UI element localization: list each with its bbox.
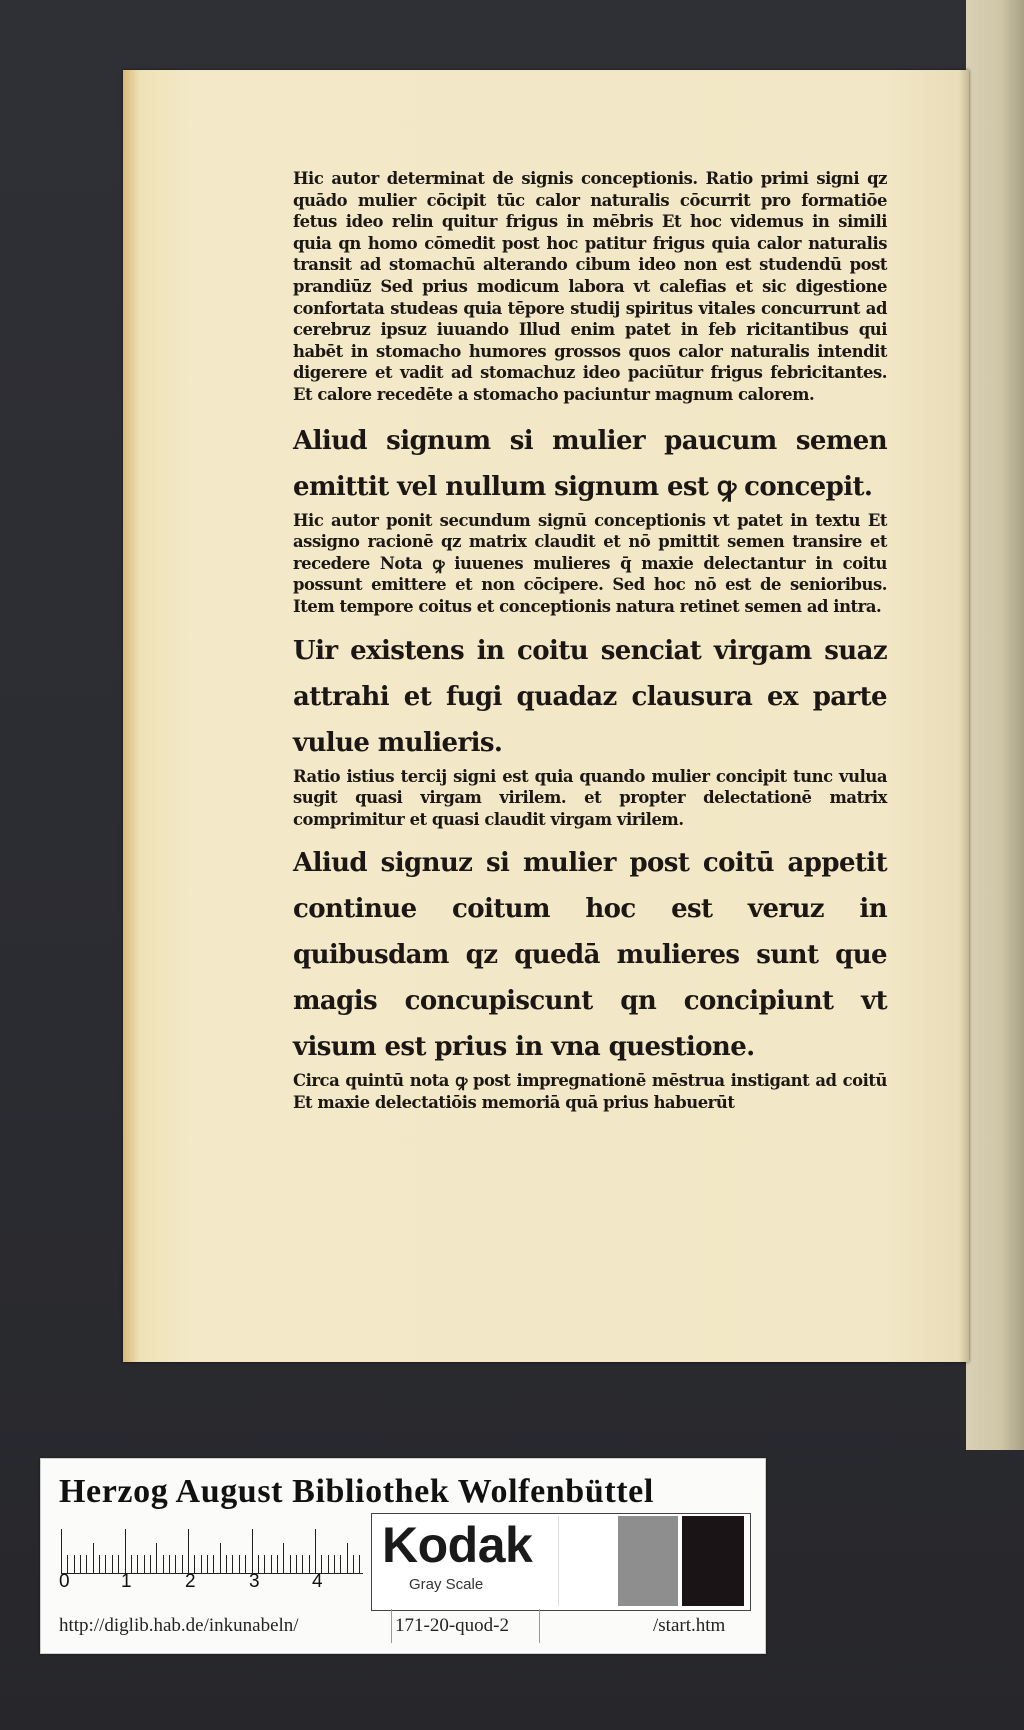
main-text-passage: Aliud signum si mulier paucum semen emittit vel nullum signum est ꝙ concepit. <box>293 425 887 502</box>
facing-page-edge <box>966 0 1024 1450</box>
ruler-label: 3 <box>249 1571 260 1592</box>
url-suffix: /start.htm <box>653 1615 726 1636</box>
mid-gray-patch <box>618 1516 678 1606</box>
ruler-tick <box>220 1543 221 1573</box>
url-separator <box>391 1609 392 1643</box>
commentary-paragraph: Ratio istius tercij signi est quia quando mulier concipit tunc vulua sugit quasi virgam virilem. et propter delectationē matrix comprimitur et quasi claudit virgam virilem. <box>293 766 887 829</box>
ruler-label: 2 <box>185 1571 196 1592</box>
ruler-label: 0 <box>59 1571 70 1592</box>
commentary-paragraph: Hic autor determinat de signis conceptionis. Ratio primi signi qz quādo mulier cōcipit tūc calor naturalis cōcurrit pro formatiōe fetus ideo relin quitur frigus in mēbris Et hoc videmus in simili quia qn homo cōmedit post hoc patitur frigus quia calor naturalis transit ad stomachū alterando cibum ideo non est studendū post prandiūz Sed prius modicum labora vt calefias et sic digestione confortata studeas quia tēpore studij spiritus vitales concurrunt ad cerebruz ipsuz iuuando Illud enim patet in feb ricitantibus qui habēt in stomacho humores grossos quos calor naturalis intendit digerere et vadit ad stomachuz ideo paciūtur frigus febricitantes. Et calore recedēte a stomacho paciuntur magnum calorem. <box>293 169 887 404</box>
ruler-tick <box>283 1543 284 1573</box>
ruler-tick <box>347 1543 348 1573</box>
ruler-tick <box>61 1529 62 1573</box>
gray-scale-label: Gray Scale <box>409 1576 484 1593</box>
library-name: Herzog August Bibliothek Wolfenbüttel <box>59 1473 654 1510</box>
text-column <box>293 168 887 1113</box>
url-base: http://diglib.hab.de/inkunabeln/ <box>59 1615 299 1636</box>
white-patch <box>558 1516 619 1606</box>
color-target-card <box>40 1458 766 1654</box>
url-separator <box>539 1609 540 1643</box>
ruler-labels <box>59 1571 379 1595</box>
page-gutter-shadow <box>959 70 969 1362</box>
gray-scale-card <box>371 1513 751 1611</box>
book-page <box>123 70 969 1362</box>
ruler-tick <box>93 1543 94 1573</box>
ruler-tick <box>156 1543 157 1573</box>
ruler-label: 4 <box>312 1571 323 1592</box>
black-patch <box>682 1516 744 1606</box>
main-text-passage: Aliud signuz si mulier post coitū appetit continue coitum hoc est veruz in quibusdam qz quedā mulieres sunt que magis concupiscunt qn concipiunt vt visum est prius in vna questione. <box>293 848 887 1063</box>
kodak-logo: Kodak <box>382 1517 533 1573</box>
url-shelfmark: 171-20-quod-2 <box>395 1615 509 1636</box>
ruler-tick <box>125 1529 126 1573</box>
commentary-paragraph: Circa quintū nota ꝙ post impregnationē mēstrua instigant ad coitū Et maxie delectatiōis memoriā quā prius habuerūt <box>293 1071 887 1112</box>
measurement-ruler <box>61 1521 363 1574</box>
ruler-tick <box>315 1529 316 1573</box>
ruler-tick <box>188 1529 189 1573</box>
commentary-paragraph: Hic autor ponit secundum signū conceptionis vt patet in textu Et assigno racionē qz matrix claudit et nō pmittit semen transire et recedere Nota ꝙ iuuenes mulieres q̄ maxie delectantur in coitu possunt emittere et non cōcipere. Sed hoc nō est de senioribus. Item tempore coitus et conceptionis natura retinet semen ad intra. <box>293 510 887 616</box>
main-text-passage: Uir existens in coitu senciat virgam suaz attrahi et fugi quadaz clausura ex parte vulue mulieris. <box>293 635 887 758</box>
ruler-tick <box>252 1529 253 1573</box>
ruler-label: 1 <box>121 1571 132 1592</box>
